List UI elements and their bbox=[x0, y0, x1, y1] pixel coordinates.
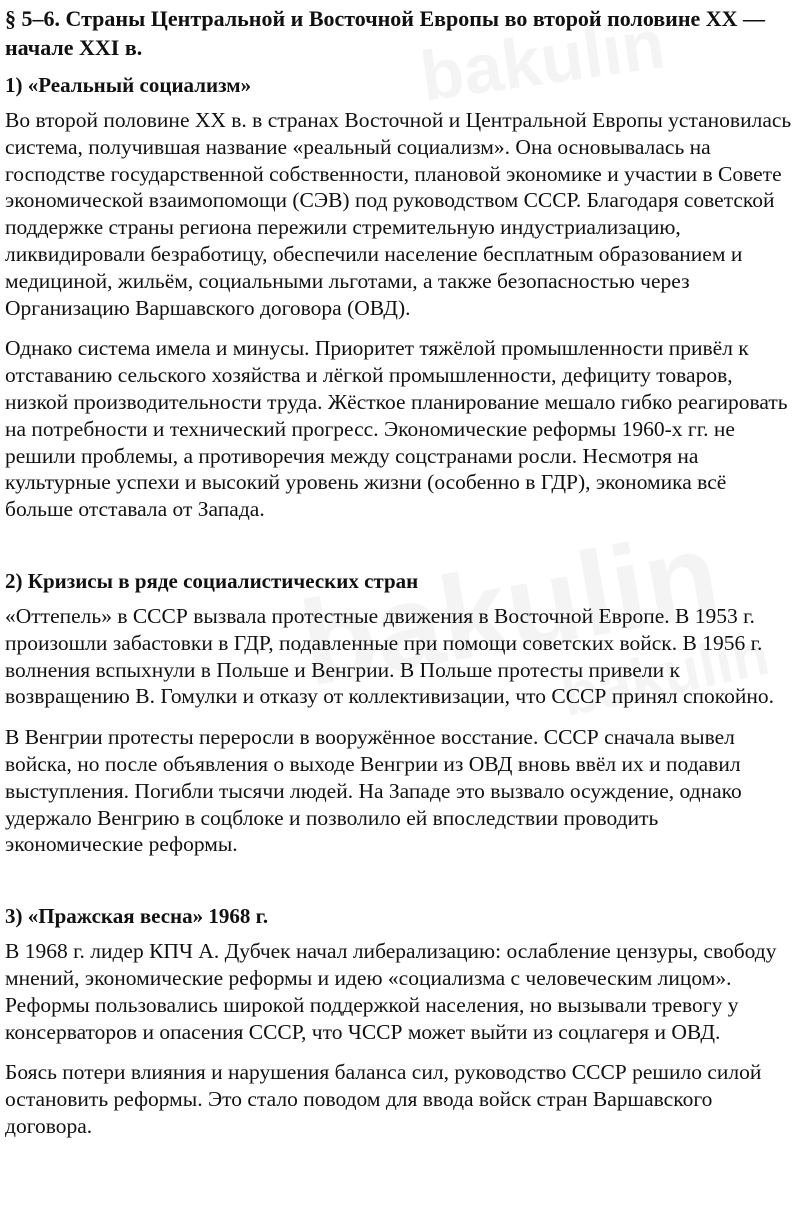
section-heading: 3) «Пражская весна» 1968 г. bbox=[5, 904, 269, 929]
section-spacer bbox=[5, 872, 794, 902]
section-real-socialism bbox=[5, 71, 794, 523]
paragraph: «Оттепель» в СССР вызвала протестные движения в Восточной Европе. В 1953 г. произошли забастовки в ГДР, подавленные при помощи советских войск. В 1956 г. волнения вспыхнули в Польше и Венгрии. В Польше протесты привели к возвращению В. Гомулки и отказу от коллективизации, что СССР принял спокойно. bbox=[5, 603, 775, 709]
paragraph: В Венгрии протесты переросли в вооружённое восстание. СССР сначала вывел войска, но после объявления о выходе Венгрии из ОВД вновь ввёл их и подавил выступления. Погибли тысячи людей. На Западе это вызвало осуждение, однако удержало Венгрию в соцблоке и позволило ей впоследствии проводить экономические реформы. bbox=[5, 725, 742, 857]
section-crises bbox=[5, 567, 794, 858]
section-heading: 1) «Реальный социализм» bbox=[5, 73, 252, 97]
paragraph: Во второй половине XX в. в странах Восточной и Центральной Европы установилась система, получившая название «реальный социализм». Она основывалась на господстве государственной собственности, плановой экономике и участии в Совете экономической взаимопомощи (СЭВ) под руководством СССР. Благодаря советской поддержке страны региона пережили стремительную индустриализацию, ликвидировали безработицу, обеспечили население бесплатным образованием и медициной, жильём, социальными льготами, а также безопасностью через Организацию Варшавского договора (ОВД). bbox=[5, 108, 792, 320]
section-spacer bbox=[5, 537, 794, 567]
page-title: § 5–6. Страны Центральной и Восточной Европы во второй половине XX — начале XXI в. bbox=[5, 6, 766, 60]
paragraph: Однако система имела и минусы. Приоритет тяжёлой промышленности привёл к отставанию сельского хозяйства и лёгкой промышленности, дефициту товаров, низкой производительности труда. Жёсткое планирование мешало гибко реагировать на потребности и технический прогресс. Экономические реформы 1960-х гг. не решили проблемы, а противоречия между соцстранами росли. Несмотря на культурные успехи и высокий уровень жизни (особенно в ГДР), экономика всё больше отставала от Запада. bbox=[5, 336, 788, 522]
paragraph: Боясь потери влияния и нарушения баланса сил, руководство СССР решило силой остановить реформы. Это стало поводом для ввода войск стран Варшавского договора. bbox=[5, 1060, 762, 1138]
section-prague-spring bbox=[5, 902, 794, 1140]
paragraph: В 1968 г. лидер КПЧ А. Дубчек начал либерализацию: ослабление цензуры, свободу мнений, экономические реформы и идею «социализма с человеческим лицом». Реформы пользовались широкой поддержкой населения, но вызывали тревогу у консерваторов и опасения СССР, что ЧССР может выйти из соцлагеря и ОВД. bbox=[5, 939, 777, 1044]
section-heading: 2) Кризисы в ряде социалистических стран bbox=[5, 568, 419, 593]
